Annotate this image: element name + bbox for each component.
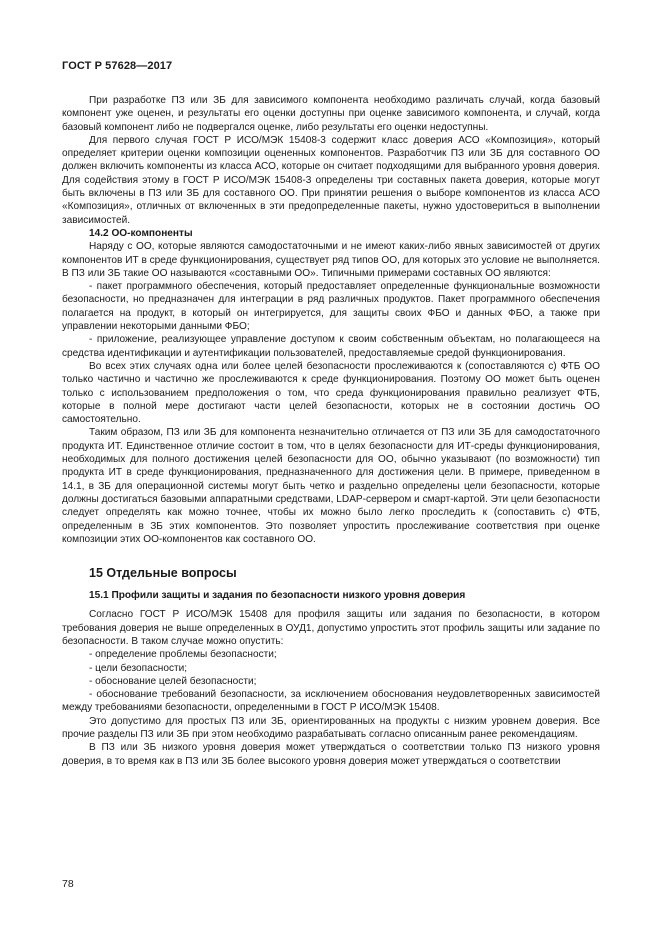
list-item: - цели безопасности; — [89, 662, 188, 674]
paragraph: Для первого случая ГОСТ Р ИСО/МЭК 15408-3 содержит класс доверия АСО «Композиция», который определяет критерии оценки композиции оцененных компонентов. Разработчик ПЗ или ЗБ для составного ОО должен включить компоненты из класса АСО, которые он считает подходящими для выбранного уровня доверия. Для содействия этому в ГОСТ Р ИСО/МЭК 15408-3 определены три составных пакета доверия, которые могут быть включены в ПЗ или ЗБ для составного ОО. При принятии решения о выборе компонентов из класса АСО «Композиция», отличных от включенных в эти предопределенные пакеты, нужно удостовериться в выполнении зависимостей. — [62, 134, 600, 226]
paragraph: Это допустимо для простых ПЗ или ЗБ, ориентированных на продукты с низким уровнем доверия. Все прочие разделы ПЗ или ЗБ при этом необходимо разрабатывать согласно описанным ранее рекомендациям. — [62, 715, 600, 741]
list-item: - приложение, реализующее управление доступом к своим собственным объектам, но полагающееся на средства идентификации и аутентификации пользователей, предоставляемые средой функционирования. — [62, 334, 600, 359]
list-item: - определение проблемы безопасности; — [89, 649, 277, 661]
section-heading-15-1: 15.1 Профили защиты и задания по безопасности низкого уровня доверия — [89, 590, 466, 602]
document-header: ГОСТ Р 57628—2017 — [62, 60, 173, 72]
paragraph: Таким образом, ПЗ или ЗБ для компонента незначительно отличается от ПЗ или ЗБ для самодостаточного продукта ИТ. Единственное отличие состоит в том, что в целях безопасности для ИТ-среды функционирования, необходимых для полного достижения целей безопасности для ОО, обычно указывают (по возможности) тип продукта ИТ в среде функционирования, предназначенного для достижения цели. В примере, приведенном в 14.1, в ЗБ для операционной системы могут быть четко и раздельно определены цели безопасности, которые должны достигаться базовыми аппаратными средствами, LDAP-сервером и смарт-картой. Эти цели безопасности следует определять как можно точнее, чтобы их можно было легко проследить к (сопоставить с) ФТБ, определенным в ЗБ этих компонентов. Это позволяет упростить прослеживание соответствия при оценке композиции этих ОО-компонентов как составного ОО. — [62, 427, 600, 545]
paragraph: При разработке ПЗ или ЗБ для зависимого компонента необходимо различать случай, когда базовый компонент уже оценен, и результаты его оценки доступны при оценке зависимого компонента, и случай, когда базовый компонент либо не подвергался оценке, либо результаты его оценки недоступны. — [62, 95, 600, 133]
section-heading-15: 15 Отдельные вопросы — [89, 566, 237, 581]
paragraph: Во всех этих случаях одна или более целей безопасности прослеживаются к (сопоставляются с) ФТБ ОО только частично и частично же прослеживаются к среде функционирования. Поэтому ОО может быть оценен только с использованием предположения о том, что среда функционирования правильно реализует ФТБ, которые в полной мере достигают части целей безопасности, которых не в состоянии достичь ОО самостоятельно. — [62, 360, 600, 426]
paragraph: Наряду с ОО, которые являются самодостаточными и не имеют каких-либо явных зависимостей от других компонентов ИТ в среде функционирования, существует ряд типов ОО, для которых это условие не выполняется. В ПЗ или ЗБ такие ОО называются «составными ОО». Типичными примерами составных ОО являются: — [62, 241, 600, 279]
paragraph: В ПЗ или ЗБ низкого уровня доверия может утверждаться о соответствии только ПЗ низкого уровня доверия, в то время как в ПЗ или ЗБ более высокого уровня доверия может утверждаться о соответствии — [62, 742, 600, 767]
list-item: - обоснование требований безопасности, за исключением обоснования неудовлетворенных зависимостей между требованиями безопасности, определенными в ГОСТ Р ИСО/МЭК 15408. — [62, 689, 600, 714]
list-item: - пакет программного обеспечения, который предоставляет определенные функциональные возможности безопасности, но предназначен для интеграции в ряд различных продуктов. Пакет программного обеспечения полагается на продукт, в который он интегрируется, для защиты своих ФБО и данных ФБО, а также при управлении некоторыми данными ФБО; — [62, 281, 600, 333]
document-body — [62, 94, 600, 768]
paragraph: Согласно ГОСТ Р ИСО/МЭК 15408 для профиля защиты или задания по безопасности, в котором требования доверия не выше определенных в ОУД1, допустимо упростить этот профиль защиты или задание по безопасности. В таком случае можно опустить: — [62, 609, 600, 647]
list-item: - обоснование целей безопасности; — [89, 675, 257, 687]
section-heading-14-2: 14.2 ОО-компоненты — [89, 227, 193, 239]
page-number: 78 — [62, 878, 74, 890]
